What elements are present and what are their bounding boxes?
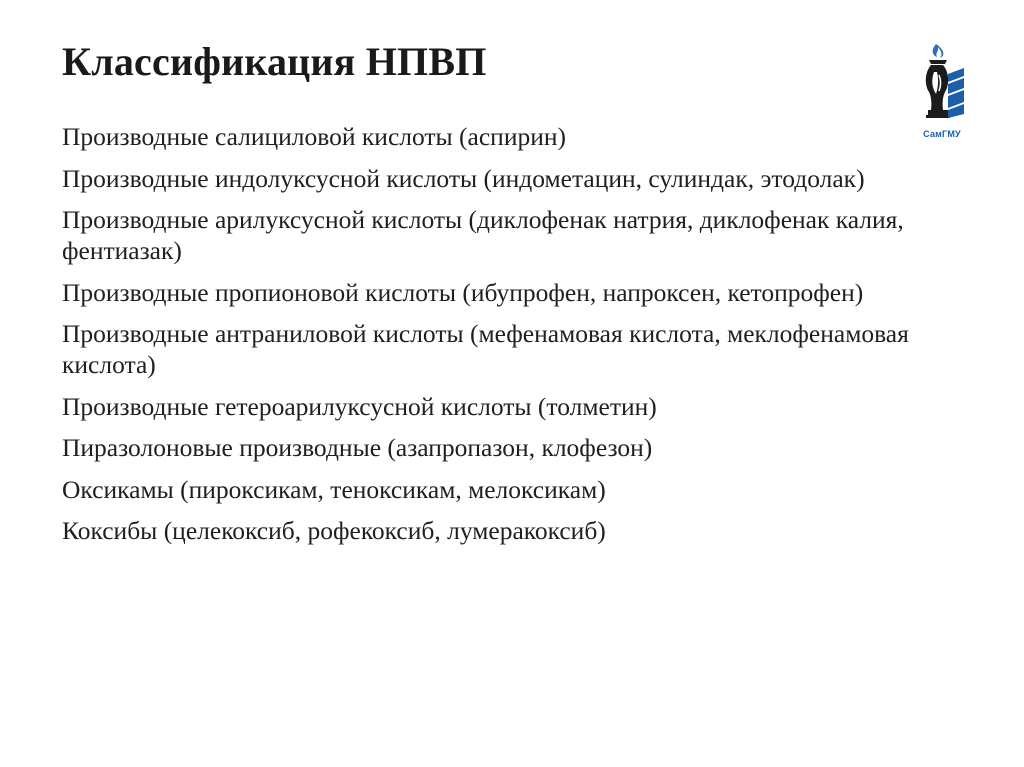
list-item: Производные салициловой кислоты (аспирин) — [62, 122, 567, 151]
samgmu-logo-icon — [912, 42, 972, 128]
slide-title: Классификация НПВП — [62, 39, 487, 84]
list-item: Коксибы (целекоксиб, рофекоксиб, лумеракоксиб) — [62, 516, 606, 545]
list-item: Производные пропионовой кислоты (ибупрофен, напроксен, кетопрофен) — [62, 277, 864, 307]
list-item: Производные антраниловой кислоты (мефенамовая кислота, меклофенамовая кислота) — [62, 319, 909, 379]
list-item: Пиразолоновые производные (азапропазон, клофезон) — [62, 433, 653, 462]
logo-caption: СамГМУ — [923, 129, 961, 139]
list-item: Производные гетероарилуксусной кислоты (толметин) — [62, 391, 657, 421]
classification-list — [62, 121, 932, 546]
list-item: Оксикамы (пироксикам, теноксикам, мелоксикам) — [62, 474, 606, 504]
list-item: Производные индолуксусной кислоты (индометацин, сулиндак, этодолак) — [62, 163, 865, 193]
list-item: Производные арилуксусной кислоты (диклофенак натрия, диклофенак калия, фентиазак) — [62, 205, 904, 265]
